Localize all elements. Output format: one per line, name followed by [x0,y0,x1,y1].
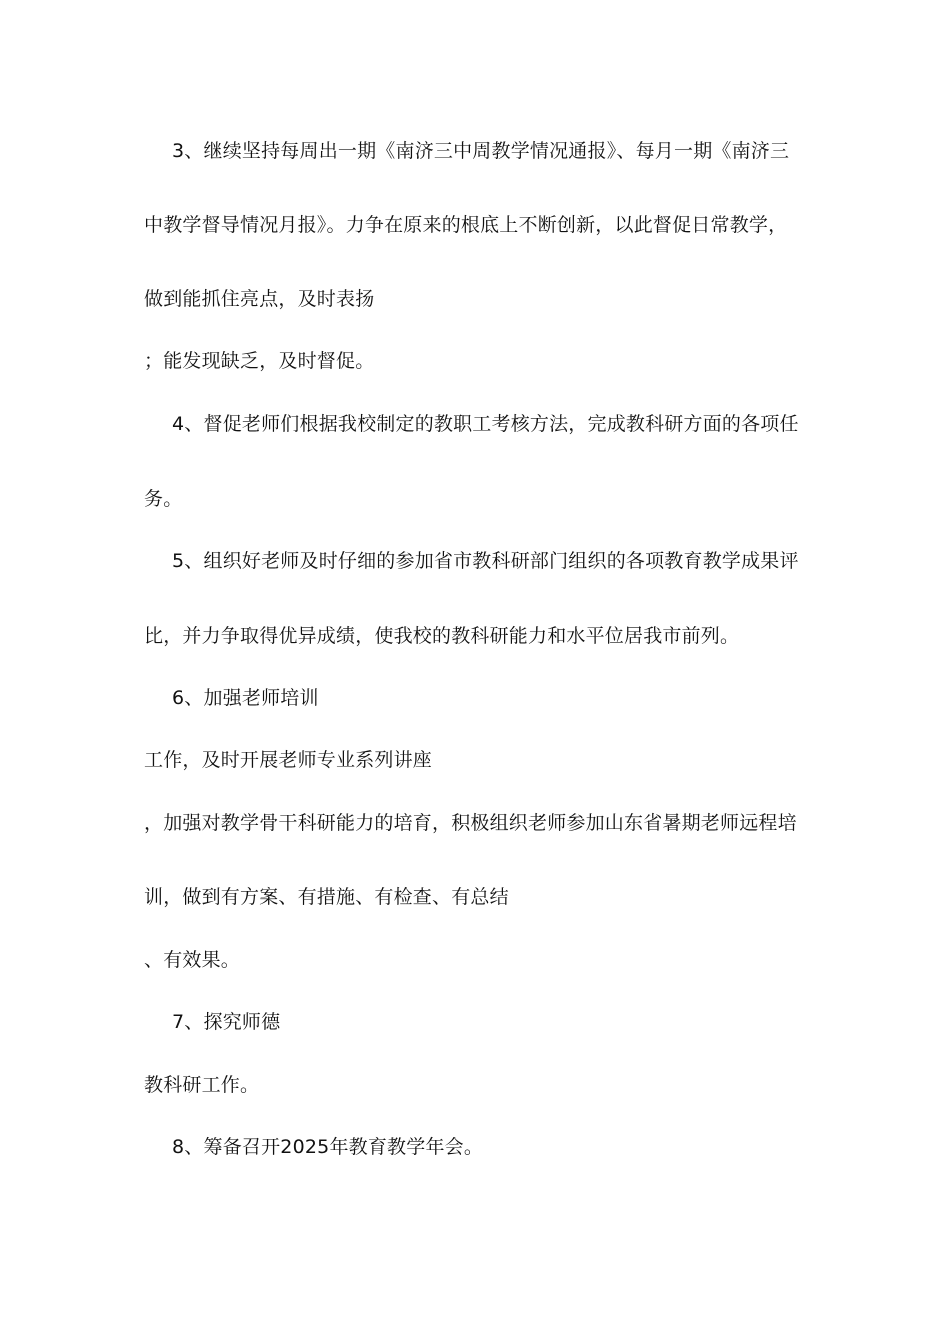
paragraph-3-line-2: 中教学督导情况月报》。力争在原来的根底上不断创新，以此督促日常教学， [144,214,788,236]
paragraph-5-line-2: 比，并力争取得优异成绩，使我校的教科研能力和水平位居我市前列。 [144,625,740,647]
paragraph-7-line-1: 7、探究师德 [172,1011,281,1033]
paragraph-3-line-3: 做到能抓住亮点，及时表扬 [144,288,375,310]
paragraph-7-line-2: 教科研工作。 [144,1074,260,1096]
paragraph-6-line-4: 训，做到有方案、有措施、有检查、有总结 [144,886,509,908]
paragraph-4-line-1: 4、督促老师们根据我校制定的教职工考核方法，完成教科研方面的各项任 [172,413,799,435]
paragraph-4-line-2: 务。 [144,488,183,510]
paragraph-6-line-2: 工作，及时开展老师专业系列讲座 [144,749,433,771]
paragraph-8-line-1: 8、筹备召开2025年教育教学年会。 [172,1136,484,1158]
paragraph-3-line-4: ；能发现缺乏，及时督促。 [144,350,375,372]
paragraph-3-line-1: 3、继续坚持每周出一期《南济三中周教学情况通报》、每月一期《南济三 [172,140,790,162]
paragraph-6-line-3: ，加强对教学骨干科研能力的培育，积极组织老师参加山东省暑期老师远程培 [144,812,797,834]
paragraph-6-line-5: 、有效果。 [144,949,241,971]
paragraph-5-line-1: 5、组织好老师及时仔细的参加省市教科研部门组织的各项教育教学成果评 [172,550,799,572]
paragraph-6-line-1: 6、加强老师培训 [172,687,319,709]
